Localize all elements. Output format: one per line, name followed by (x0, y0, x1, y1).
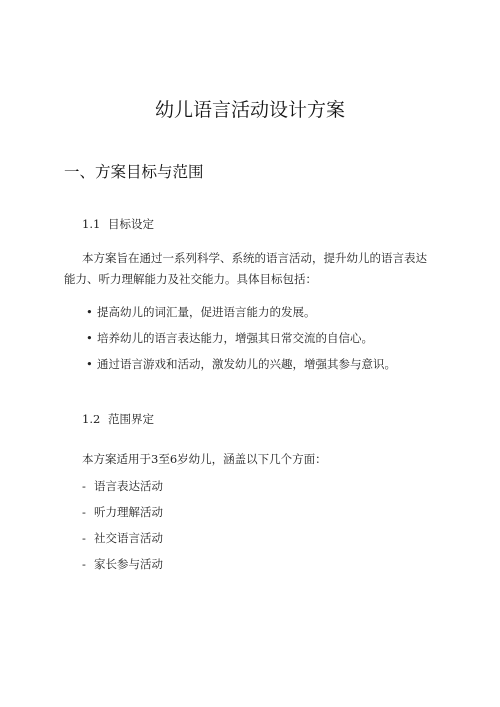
bullet-marker: • (86, 357, 93, 371)
subsection-number: 1.2 (82, 412, 101, 426)
subsection-heading-scope (82, 411, 154, 427)
list-item (82, 504, 163, 520)
list-item-text: 社交语言活动 (94, 531, 163, 545)
bullet-marker: • (86, 305, 93, 319)
list-item-text: 家长参与活动 (94, 557, 163, 571)
dash-marker: - (82, 479, 86, 493)
document-title: 幼儿语言活动设计方案 (154, 99, 345, 121)
list-item-text: 听力理解活动 (94, 505, 163, 519)
list-item (82, 478, 163, 494)
goals-intro-paragraph: 本方案旨在通过一系列科学、系统的语言活动，提升幼儿的语言表达能力、听力理解能力及社交能力。具体目标包括： (64, 251, 427, 286)
section-heading: 一、方案目标与范围 (64, 163, 204, 181)
dash-marker: - (82, 505, 86, 519)
list-item (82, 556, 163, 572)
dash-marker: - (82, 531, 86, 545)
list-item (86, 356, 396, 372)
subsection-title: 目标设定 (108, 217, 154, 231)
list-item (86, 330, 373, 346)
bullet-text: 提高幼儿的词汇量，促进语言能力的发展。 (97, 305, 316, 319)
subsection-heading-goals (82, 216, 154, 232)
subsection-number: 1.1 (82, 217, 101, 231)
dash-marker: - (82, 557, 86, 571)
list-item (86, 304, 316, 320)
bullet-marker: • (86, 331, 93, 345)
subsection-title: 范围界定 (108, 412, 154, 426)
bullet-text: 培养幼儿的语言表达能力，增强其日常交流的自信心。 (97, 331, 373, 345)
list-item-text: 语言表达活动 (94, 479, 163, 493)
list-item (82, 530, 163, 546)
scope-intro-paragraph: 本方案适用于3至6岁幼儿，涵盖以下几个方面： (82, 452, 327, 466)
bullet-text: 通过语言游戏和活动，激发幼儿的兴趣，增强其参与意识。 (97, 357, 396, 371)
